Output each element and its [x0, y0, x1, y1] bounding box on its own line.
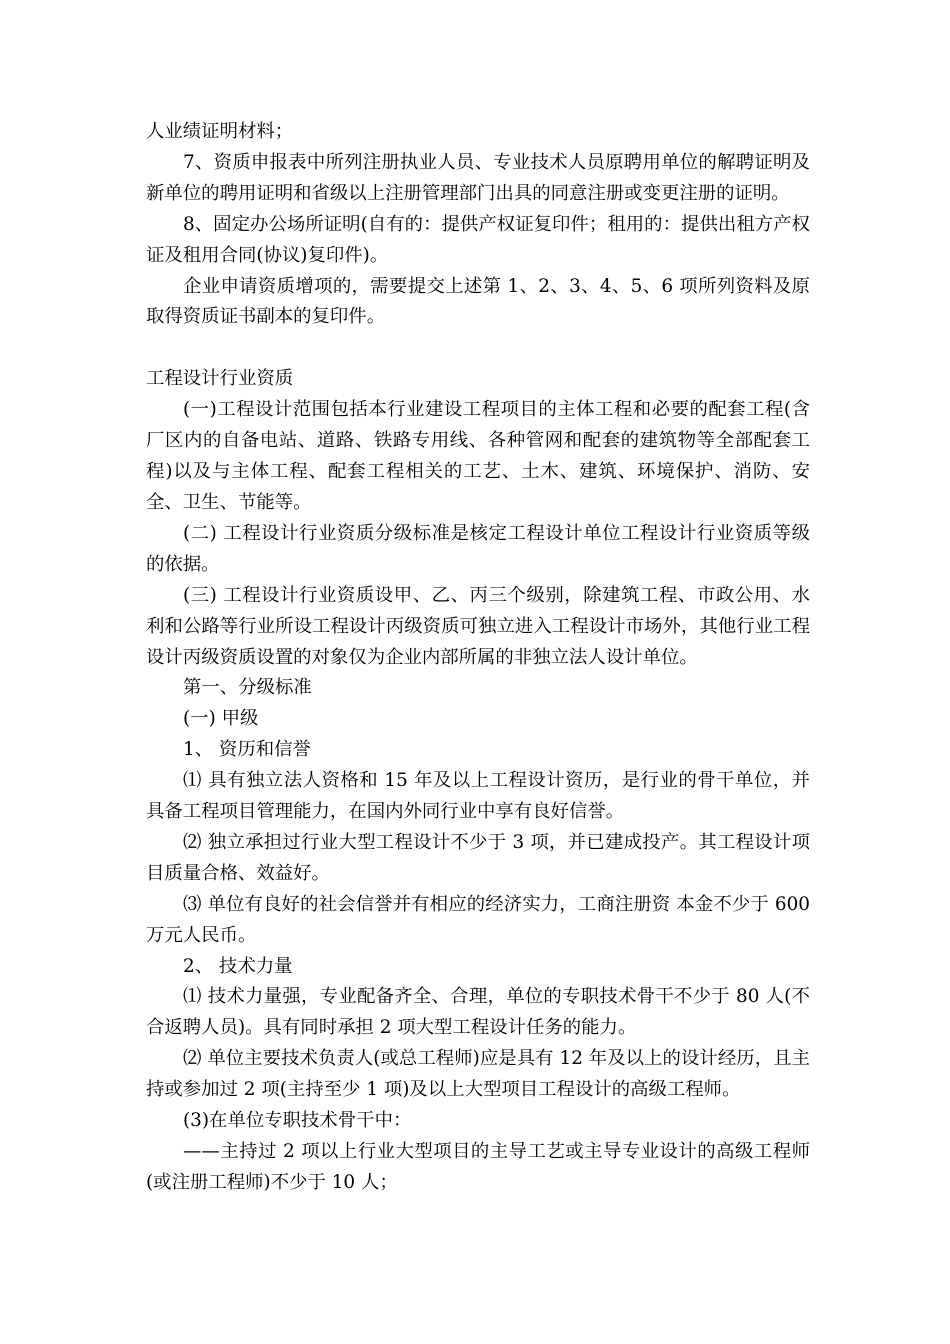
paragraph-technical-3-item: ——主持过 2 项以上行业大型项目的主导工艺或主导专业设计的高级工程师(或注册工程师)不少于 10 人；: [146, 1141, 810, 1193]
paragraph-credentials-1: ⑴ 具有独立法人资格和 15 年及以上工程设计资历，是行业的骨干单位，并具备工程项目管理能力，在国内外同行业中享有良好信誉。: [146, 770, 810, 823]
paragraph-credentials-2: ⑵ 独立承担过行业大型工程设计不少于 3 项，并已建成投产。其工程设计项目质量合格、效益好。: [146, 831, 810, 884]
paragraph-technical-1: ⑴ 技术力量强，专业配备齐全、合理，单位的专职技术骨干不少于 80 人(不合返聘人员)。具有同时承担 2 项大型工程设计任务的能力。: [146, 986, 810, 1039]
document-body: [146, 117, 810, 1199]
paragraph-item-8: 8、固定办公场所证明(自有的：提供产权证复印件；租用的：提供出租方产权证及租用合同(协议)复印件)。: [146, 213, 810, 266]
section-heading: 工程设计行业资质: [146, 368, 294, 390]
paragraph-continuation: 人业绩证明材料；: [146, 121, 294, 142]
subheading-grade-a: (一) 甲级: [183, 708, 259, 730]
paragraph-additional-qualification: 企业申请资质增项的，需要提交上述第 1、2、3、4、5、6 项所列资料及原取得资质证书副本的复印件。: [146, 275, 810, 328]
paragraph-item-7: 7、资质申报表中所列注册执业人员、专业技术人员原聘用单位的解聘证明及新单位的聘用证明和省级以上注册管理部门出具的同意注册或变更注册的证明。: [146, 151, 810, 204]
paragraph-technical-3: (3)在单位专职技术骨干中：: [183, 1110, 412, 1132]
subheading-credentials: 1、 资历和信誉: [183, 739, 311, 761]
subheading-technical-strength: 2、 技术力量: [183, 955, 293, 977]
paragraph-credentials-3: ⑶ 单位有良好的社会信誉并有相应的经济实力，工商注册资 本金不少于 600 万元人民币。: [146, 893, 810, 946]
paragraph-scope: (一)工程设计范围包括本行业建设工程项目的主体工程和必要的配套工程(含厂区内的自备电站、道路、铁路专用线、各种管网和配套的建筑物等全部配套工程)以及与主体工程、配套工程相关的工艺、土木、建筑、环境保护、消防、安全、卫生、节能等。: [146, 399, 810, 513]
paragraph-grading-basis: (二) 工程设计行业资质分级标准是核定工程设计单位工程设计行业资质等级的依据。: [146, 522, 810, 575]
paragraph-technical-2: ⑵ 单位主要技术负责人(或总工程师)应是具有 12 年及以上的设计经历，且主持或参加过 2 项(主持至少 1 项)及以上大型项目工程设计的高级工程师。: [146, 1048, 810, 1101]
subheading-grading-standard: 第一、分级标准: [183, 677, 312, 699]
paragraph-levels: (三) 工程设计行业资质设甲、乙、丙三个级别，除建筑工程、市政公用、水利和公路等行业所设工程设计丙级资质可独立进入工程设计市场外，其他行业工程设计丙级资质设置的对象仅为企业内部所属的非独立法人设计单位。: [146, 584, 810, 668]
